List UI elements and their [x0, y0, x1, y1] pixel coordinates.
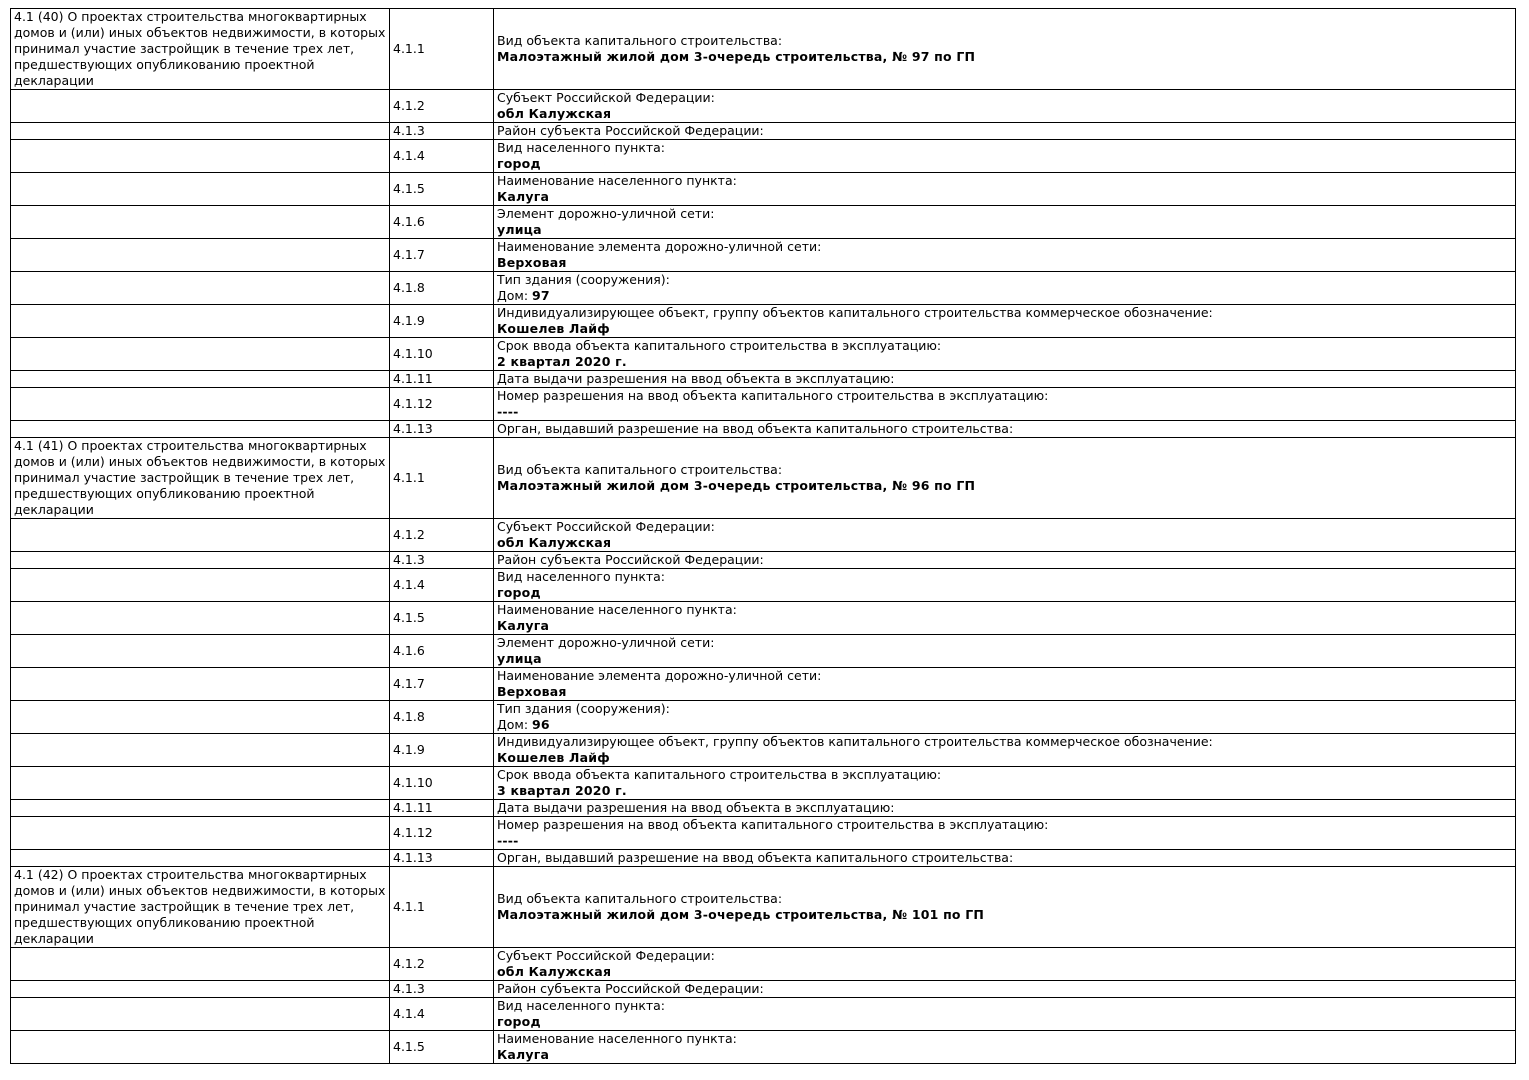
field-value-bold: 96 [532, 717, 550, 732]
field-label: Район субъекта Российской Федерации: [497, 123, 764, 138]
field-value [497, 49, 1512, 65]
row-number: 4.1.10 [390, 338, 494, 371]
field-label: Тип здания (сооружения): [497, 272, 670, 287]
field-value [497, 156, 1512, 172]
row-number: 4.1.7 [390, 668, 494, 701]
field-value-bold: Калуга [497, 189, 550, 204]
field-value-bold: Малоэтажный жилой дом 3-очередь строительства, № 96 по ГП [497, 478, 976, 493]
field-label: Срок ввода объекта капитального строительства в эксплуатацию: [497, 338, 942, 353]
field-cell [494, 338, 1516, 371]
row-number: 4.1.8 [390, 701, 494, 734]
field-label: Вид населенного пункта: [497, 140, 666, 155]
field-value-bold: 97 [532, 288, 550, 303]
table-row [11, 438, 1516, 519]
field-value [497, 684, 1512, 700]
row-number: 4.1.2 [390, 519, 494, 552]
section-description [11, 602, 390, 635]
field-value [497, 354, 1512, 370]
field-cell [494, 981, 1516, 998]
field-label: Индивидуализирующее объект, группу объектов капитального строительства коммерческое обозначение: [497, 734, 1213, 749]
row-number: 4.1.6 [390, 206, 494, 239]
row-number: 4.1.10 [390, 767, 494, 800]
field-cell [494, 668, 1516, 701]
row-number: 4.1.2 [390, 90, 494, 123]
field-cell [494, 90, 1516, 123]
field-cell [494, 371, 1516, 388]
table-row [11, 1031, 1516, 1064]
row-number: 4.1.9 [390, 305, 494, 338]
field-value [497, 288, 1512, 304]
field-value-bold: обл Калужская [497, 964, 612, 979]
table-row [11, 602, 1516, 635]
field-label: Район субъекта Российской Федерации: [497, 981, 764, 996]
row-number: 4.1.3 [390, 981, 494, 998]
field-value [497, 783, 1512, 799]
field-value [497, 651, 1512, 667]
row-number: 4.1.4 [390, 998, 494, 1031]
field-cell [494, 123, 1516, 140]
field-value [497, 321, 1512, 337]
field-value-bold: город [497, 156, 541, 171]
section-description [11, 668, 390, 701]
table-row [11, 421, 1516, 438]
field-value-bold: обл Калужская [497, 535, 612, 550]
table-row [11, 734, 1516, 767]
field-label: Вид населенного пункта: [497, 998, 666, 1013]
section-description [11, 371, 390, 388]
field-value-bold: Верховая [497, 684, 567, 699]
section-description [11, 998, 390, 1031]
section-description [11, 173, 390, 206]
field-cell [494, 305, 1516, 338]
section-description [11, 817, 390, 850]
table-row [11, 519, 1516, 552]
field-cell [494, 173, 1516, 206]
field-label: Номер разрешения на ввод объекта капитального строительства в эксплуатацию: [497, 388, 1049, 403]
table-row [11, 981, 1516, 998]
field-label: Район субъекта Российской Федерации: [497, 552, 764, 567]
field-cell [494, 272, 1516, 305]
row-number: 4.1.11 [390, 371, 494, 388]
section-description [11, 800, 390, 817]
field-label: Субъект Российской Федерации: [497, 519, 715, 534]
field-value-prefix: Дом: [497, 288, 533, 303]
field-label: Субъект Российской Федерации: [497, 948, 715, 963]
table-row [11, 800, 1516, 817]
table-row [11, 767, 1516, 800]
field-cell [494, 206, 1516, 239]
row-number: 4.1.1 [390, 9, 494, 90]
section-description [11, 635, 390, 668]
section-description [11, 948, 390, 981]
field-label: Элемент дорожно-уличной сети: [497, 635, 715, 650]
declaration-table [10, 8, 1516, 1064]
field-cell [494, 850, 1516, 867]
row-number: 4.1.8 [390, 272, 494, 305]
field-value-bold: улица [497, 222, 542, 237]
row-number: 4.1.1 [390, 438, 494, 519]
field-value [497, 222, 1512, 238]
field-value-bold: город [497, 1014, 541, 1029]
field-label: Вид объекта капитального строительства: [497, 462, 783, 477]
field-cell [494, 1031, 1516, 1064]
section-description [11, 850, 390, 867]
field-cell [494, 388, 1516, 421]
field-value [497, 1014, 1512, 1030]
row-number: 4.1.7 [390, 239, 494, 272]
field-label: Элемент дорожно-уличной сети: [497, 206, 715, 221]
table-row [11, 388, 1516, 421]
section-description [11, 1031, 390, 1064]
row-number: 4.1.4 [390, 140, 494, 173]
field-value-bold: Калуга [497, 618, 550, 633]
table-row [11, 552, 1516, 569]
field-label: Вид объекта капитального строительства: [497, 33, 783, 48]
field-label: Орган, выдавший разрешение на ввод объекта капитального строительства: [497, 421, 1014, 436]
row-number: 4.1.2 [390, 948, 494, 981]
section-description [11, 569, 390, 602]
field-label: Тип здания (сооружения): [497, 701, 670, 716]
field-cell [494, 734, 1516, 767]
field-cell [494, 767, 1516, 800]
row-number: 4.1.13 [390, 421, 494, 438]
field-label: Дата выдачи разрешения на ввод объекта в эксплуатацию: [497, 800, 895, 815]
table-row [11, 123, 1516, 140]
field-value [497, 750, 1512, 766]
section-description: 4.1 (42) О проектах строительства многоквартирных домов и (или) иных объектов недвижимости, в которых принимал участие застройщик в течение трех лет, предшествующих опубликованию проектной декларации [11, 867, 390, 948]
field-value [497, 535, 1512, 551]
table-row [11, 272, 1516, 305]
table-row [11, 948, 1516, 981]
table-row [11, 90, 1516, 123]
field-value-bold: Кошелев Лайф [497, 750, 610, 765]
field-label: Номер разрешения на ввод объекта капитального строительства в эксплуатацию: [497, 817, 1049, 832]
field-cell [494, 867, 1516, 948]
section-description [11, 305, 390, 338]
table-row [11, 867, 1516, 948]
row-number: 4.1.13 [390, 850, 494, 867]
field-cell [494, 701, 1516, 734]
field-value [497, 964, 1512, 980]
field-cell [494, 635, 1516, 668]
field-cell [494, 552, 1516, 569]
table-row [11, 817, 1516, 850]
field-value-bold: Малоэтажный жилой дом 3-очередь строительства, № 97 по ГП [497, 49, 976, 64]
field-value-bold: Малоэтажный жилой дом 3-очередь строительства, № 101 по ГП [497, 907, 985, 922]
field-value [497, 478, 1512, 494]
field-value [497, 189, 1512, 205]
table-row [11, 140, 1516, 173]
field-label: Орган, выдавший разрешение на ввод объекта капитального строительства: [497, 850, 1014, 865]
field-cell [494, 602, 1516, 635]
table-row [11, 173, 1516, 206]
section-description: 4.1 (41) О проектах строительства многоквартирных домов и (или) иных объектов недвижимости, в которых принимал участие застройщик в течение трех лет, предшествующих опубликованию проектной декларации [11, 438, 390, 519]
row-number: 4.1.6 [390, 635, 494, 668]
field-label: Дата выдачи разрешения на ввод объекта в эксплуатацию: [497, 371, 895, 386]
section-description [11, 767, 390, 800]
field-value-bold: Калуга [497, 1047, 550, 1062]
field-cell [494, 140, 1516, 173]
section-description [11, 734, 390, 767]
table-row [11, 239, 1516, 272]
field-label: Вид объекта капитального строительства: [497, 891, 783, 906]
row-number: 4.1.3 [390, 552, 494, 569]
row-number: 4.1.11 [390, 800, 494, 817]
section-description [11, 123, 390, 140]
section-description [11, 519, 390, 552]
field-value [497, 833, 1512, 849]
field-label: Субъект Российской Федерации: [497, 90, 715, 105]
field-cell [494, 239, 1516, 272]
section-description [11, 272, 390, 305]
section-description [11, 701, 390, 734]
section-description: 4.1 (40) О проектах строительства многоквартирных домов и (или) иных объектов недвижимости, в которых принимал участие застройщик в течение трех лет, предшествующих опубликованию проектной декларации [11, 9, 390, 90]
field-label: Срок ввода объекта капитального строительства в эксплуатацию: [497, 767, 942, 782]
field-cell [494, 9, 1516, 90]
section-description [11, 388, 390, 421]
field-value [497, 618, 1512, 634]
table-row [11, 206, 1516, 239]
field-cell [494, 948, 1516, 981]
field-cell [494, 421, 1516, 438]
table-row [11, 701, 1516, 734]
table-row [11, 668, 1516, 701]
row-number: 4.1.5 [390, 602, 494, 635]
field-value [497, 404, 1512, 420]
field-value-bold: 2 квартал 2020 г. [497, 354, 627, 369]
field-value-bold: ---- [497, 833, 519, 848]
field-value [497, 585, 1512, 601]
row-number: 4.1.1 [390, 867, 494, 948]
table-body [11, 9, 1516, 1064]
field-label: Наименование населенного пункта: [497, 173, 737, 188]
field-value-bold: ---- [497, 404, 519, 419]
section-description [11, 206, 390, 239]
field-value-prefix: Дом: [497, 717, 533, 732]
field-label: Наименование элемента дорожно-уличной сети: [497, 668, 822, 683]
table-row [11, 338, 1516, 371]
table-row [11, 569, 1516, 602]
field-value [497, 255, 1512, 271]
field-value-bold: обл Калужская [497, 106, 612, 121]
row-number: 4.1.5 [390, 1031, 494, 1064]
table-row [11, 850, 1516, 867]
field-cell [494, 998, 1516, 1031]
field-value-bold: 3 квартал 2020 г. [497, 783, 627, 798]
section-description [11, 239, 390, 272]
row-number: 4.1.3 [390, 123, 494, 140]
field-label: Наименование населенного пункта: [497, 1031, 737, 1046]
row-number: 4.1.12 [390, 817, 494, 850]
section-description [11, 421, 390, 438]
row-number: 4.1.4 [390, 569, 494, 602]
table-row [11, 9, 1516, 90]
field-cell [494, 569, 1516, 602]
section-description [11, 140, 390, 173]
field-cell [494, 438, 1516, 519]
field-cell [494, 519, 1516, 552]
field-value-bold: Кошелев Лайф [497, 321, 610, 336]
field-value [497, 717, 1512, 733]
field-value-bold: город [497, 585, 541, 600]
section-description [11, 552, 390, 569]
table-row [11, 371, 1516, 388]
field-label: Индивидуализирующее объект, группу объектов капитального строительства коммерческое обозначение: [497, 305, 1213, 320]
row-number: 4.1.12 [390, 388, 494, 421]
field-cell [494, 800, 1516, 817]
section-description [11, 90, 390, 123]
field-label: Наименование населенного пункта: [497, 602, 737, 617]
table-row [11, 305, 1516, 338]
row-number: 4.1.5 [390, 173, 494, 206]
table-row [11, 998, 1516, 1031]
table-row [11, 635, 1516, 668]
field-label: Наименование элемента дорожно-уличной сети: [497, 239, 822, 254]
field-value [497, 907, 1512, 923]
section-description [11, 338, 390, 371]
row-number: 4.1.9 [390, 734, 494, 767]
section-description [11, 981, 390, 998]
field-value [497, 106, 1512, 122]
field-cell [494, 817, 1516, 850]
field-value [497, 1047, 1512, 1063]
field-label: Вид населенного пункта: [497, 569, 666, 584]
field-value-bold: улица [497, 651, 542, 666]
field-value-bold: Верховая [497, 255, 567, 270]
